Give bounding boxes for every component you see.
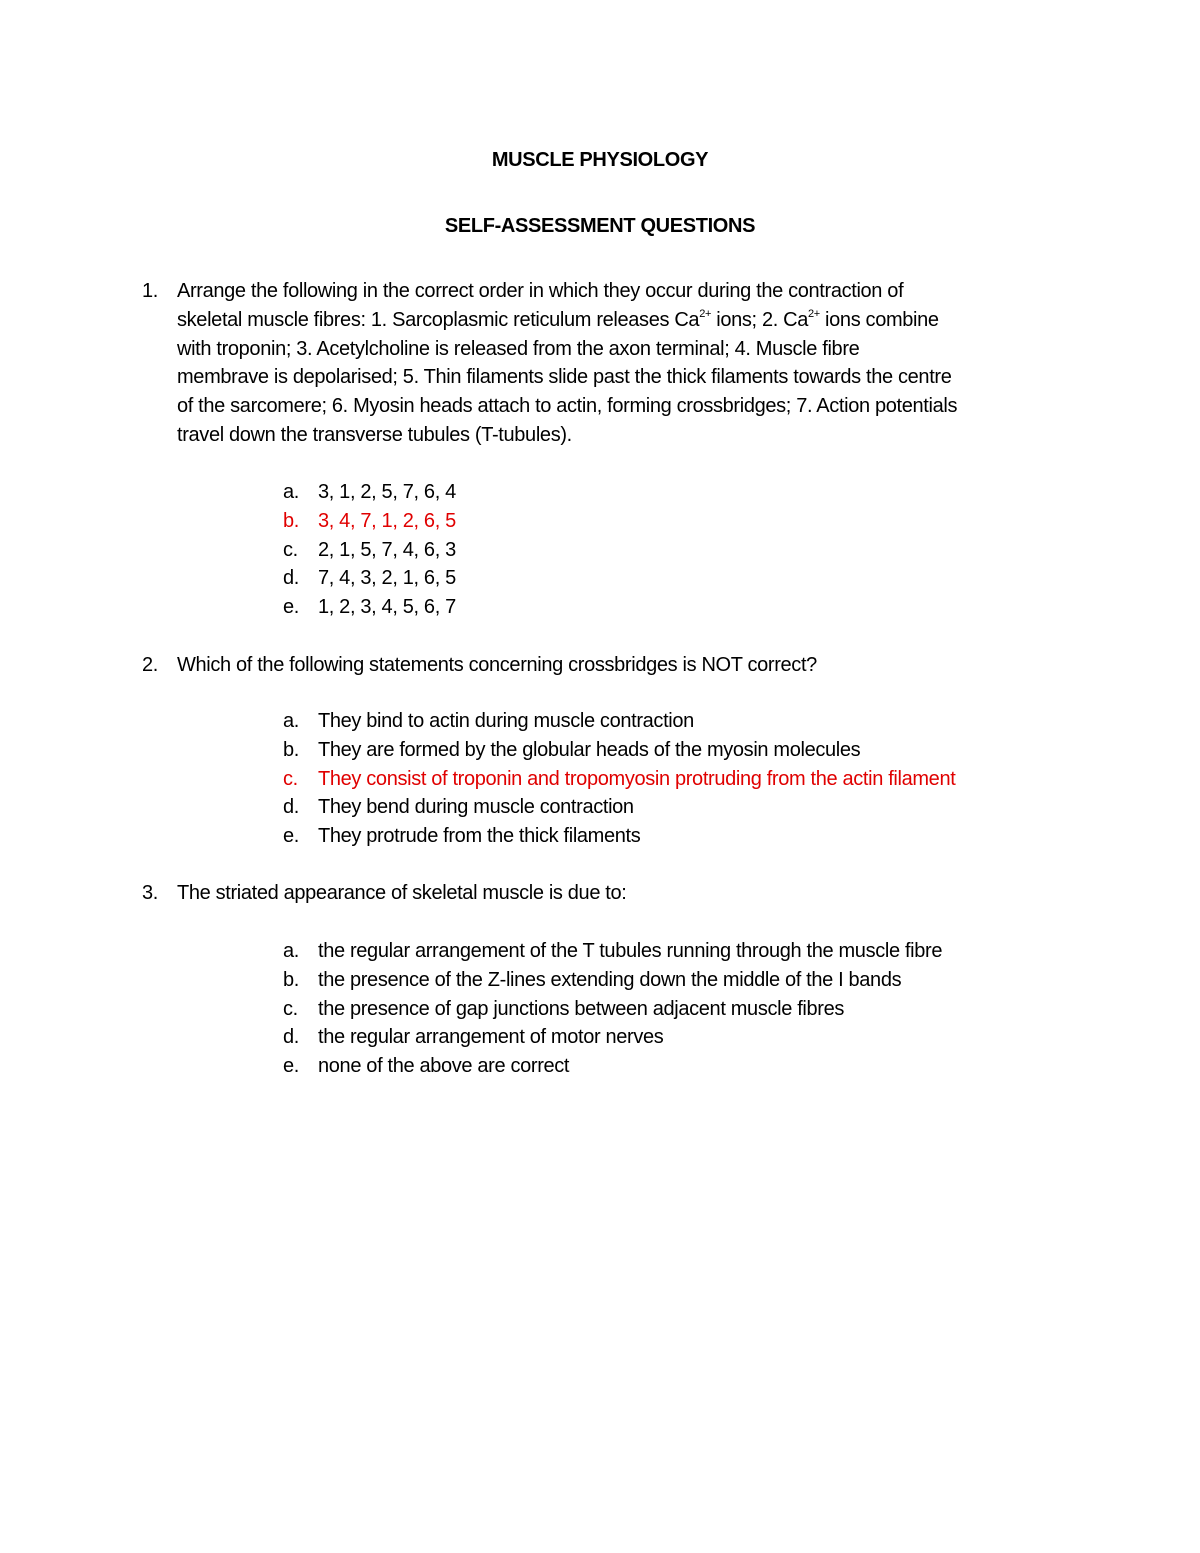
option-letter: a. [283,940,299,962]
option-text: They bend during muscle contraction [318,796,634,819]
option-letter: c. [283,997,298,1020]
option-text: none of the above are correct [318,1055,570,1078]
option-text: 1, 2, 3, 4, 5, 6, 7 [318,596,456,619]
superscript: 2+ [699,308,712,320]
option-text: 7, 4, 3, 2, 1, 6, 5 [318,567,456,590]
question-text-line [177,308,939,332]
option-text: 2, 1, 5, 7, 4, 6, 3 [318,538,456,561]
option-text: the presence of the Z-lines extending down the middle of the I bands [318,968,902,991]
option-letter: e. [283,596,299,619]
option-letter: c. [283,767,298,790]
option-letter: d. [283,567,299,590]
option-letter: e. [283,1055,299,1078]
option-letter: b. [283,509,299,532]
question-text: The striated appearance of skeletal muscle is due to: [177,882,627,904]
question-number: 1. [142,280,158,302]
question-number: 3. [142,882,158,904]
option-letter: e. [283,825,299,848]
page-title: MUSCLE PHYSIOLOGY [491,149,709,171]
text-segment: ions combine [819,309,939,331]
question-text-line: membrave is depolarised; 5. Thin filaments slide past the thick filaments towards the centre [177,366,952,388]
option-text: 3, 1, 2, 5, 7, 6, 4 [318,481,456,503]
option-text: They are formed by the globular heads of the myosin molecules [318,738,861,761]
superscript: 2+ [808,308,820,320]
option-letter: b. [283,738,299,761]
question-text: Which of the following statements concerning crossbridges is NOT correct? [177,654,817,676]
page-subtitle: SELF-ASSESSMENT QUESTIONS [444,215,756,237]
option-letter: d. [283,1026,299,1049]
correct-option-text: 3, 4, 7, 1, 2, 6, 5 [318,509,456,532]
text-segment: skeletal muscle fibres: 1. Sarcoplasmic reticulum releases Ca [177,309,700,331]
option-text: They protrude from the thick filaments [318,825,641,848]
question-text-line: travel down the transverse tubules (T-tubules). [177,424,572,446]
option-text: the regular arrangement of motor nerves [318,1026,664,1049]
option-letter: d. [283,796,299,819]
correct-option-text: They consist of troponin and tropomyosin protruding from the actin filament [318,767,956,790]
option-letter: a. [283,710,299,732]
option-letter: c. [283,538,298,561]
question-text-line: of the sarcomere; 6. Myosin heads attach to actin, forming crossbridges; 7. Action potentials [177,395,958,417]
option-text: They bind to actin during muscle contraction [318,710,694,732]
option-letter: a. [283,481,299,503]
option-text: the regular arrangement of the T tubules running through the muscle fibre [318,940,943,962]
question-text-line: with troponin; 3. Acetylcholine is released from the axon terminal; 4. Muscle fibre [177,338,860,360]
question-text-line: Arrange the following in the correct order in which they occur during the contraction of [177,280,904,302]
option-text: the presence of gap junctions between adjacent muscle fibres [318,997,845,1020]
option-letter: b. [283,968,299,991]
text-segment: ions; 2. Ca [711,309,808,331]
question-number: 2. [142,654,158,676]
